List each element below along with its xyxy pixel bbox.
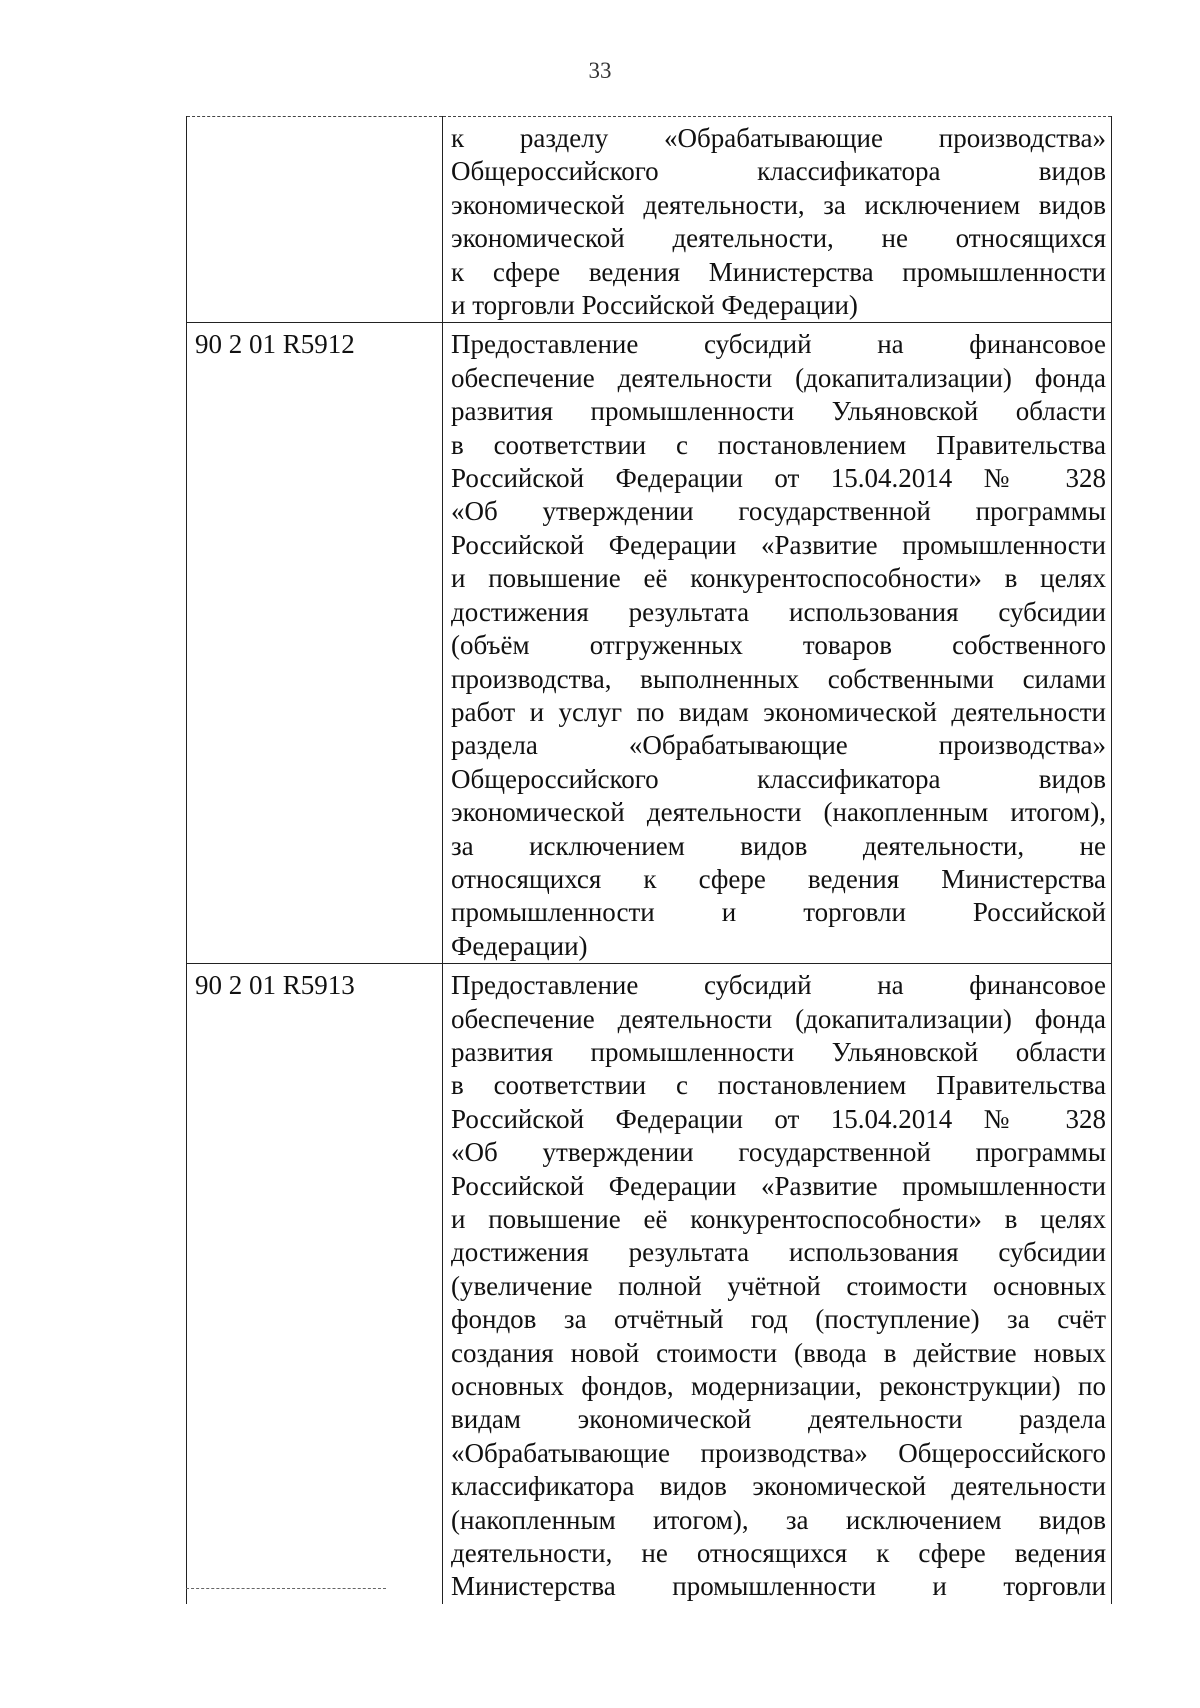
description-line: Российской Федерации от 15.04.2014 № 328: [451, 463, 1106, 494]
description-line: за исключением видов деятельности, не: [451, 830, 1106, 861]
table-row: [187, 117, 1112, 323]
description-line: экономической деятельности (накопленным итогом),: [451, 797, 1106, 828]
description-line: достижения результата использования субсидии: [451, 1237, 1106, 1268]
description-line: Общероссийского классификатора видов: [451, 156, 1106, 187]
description-line: «Обрабатывающие производства» Общероссийского: [451, 1437, 1106, 1468]
description-line: Общероссийского классификатора видов: [451, 763, 1106, 794]
description-cell: [443, 117, 1112, 323]
page-number: 33: [588, 58, 612, 83]
description-line: промышленности и торговли Российской: [451, 897, 1106, 928]
description-line: основных фондов, модернизации, реконструкции) по: [451, 1371, 1106, 1402]
description-line: развития промышленности Ульяновской области: [451, 396, 1106, 427]
description-line: производства, выполненных собственными силами: [451, 663, 1106, 694]
budget-classification-table: [186, 116, 1112, 1604]
table-row: [187, 964, 1112, 1604]
description-line: «Об утверждении государственной программы: [451, 1137, 1106, 1168]
description-line: достижения результата использования субсидии: [451, 596, 1106, 627]
description-line: деятельности, не относящихся к сфере ведения: [451, 1538, 1106, 1569]
description-line: Предоставление субсидий на финансовое: [451, 329, 1106, 360]
description-line: и повышение её конкурентоспособности» в целях: [451, 563, 1106, 594]
description-line: Российской Федерации от 15.04.2014 № 328: [451, 1103, 1106, 1134]
description-line: относящихся к сфере ведения Министерства: [451, 863, 1106, 894]
description-line: Российской Федерации «Развитие промышленности: [451, 1170, 1106, 1201]
description-line: «Об утверждении государственной программы: [451, 496, 1106, 527]
description-line: работ и услуг по видам экономической деятельности: [451, 696, 1106, 727]
description-line: к разделу «Обрабатывающие производства»: [451, 123, 1106, 153]
description-line: (увеличение полной учётной стоимости основных: [451, 1270, 1106, 1301]
code-cell: [187, 117, 443, 323]
description-line: видам экономической деятельности раздела: [451, 1404, 1106, 1435]
description-line: экономической деятельности, не относящихся: [451, 223, 1106, 254]
description-line: (объём отгруженных товаров собственного: [451, 630, 1106, 661]
description-line: в соответствии с постановлением Правительства: [451, 1070, 1106, 1101]
description-line: раздела «Обрабатывающие производства»: [451, 730, 1106, 761]
description-line: Российской Федерации «Развитие промышленности: [451, 529, 1106, 560]
description-line: и торговли Российской Федерации): [451, 290, 858, 321]
code-cell: 90 2 01 R5912: [187, 323, 443, 964]
description-line: и повышение её конкурентоспособности» в целях: [451, 1204, 1106, 1234]
description-line: обеспечение деятельности (докапитализации) фонда: [451, 362, 1106, 393]
description-line: (накопленным итогом), за исключением видов: [451, 1504, 1106, 1535]
description-line: создания новой стоимости (ввода в действие новых: [451, 1337, 1106, 1368]
description-cell: [443, 323, 1112, 964]
table-row: [187, 323, 1112, 964]
table-continuation-dash: [186, 1588, 386, 1589]
description-line: обеспечение деятельности (докапитализации) фонда: [451, 1003, 1106, 1034]
description-line: классификатора видов экономической деятельности: [451, 1471, 1106, 1502]
code-cell: 90 2 01 R5913: [187, 964, 443, 1604]
description-cell: [443, 964, 1112, 1604]
description-line: к сфере ведения Министерства промышленности: [451, 256, 1106, 287]
description-line: развития промышленности Ульяновской области: [451, 1036, 1106, 1067]
description-line: Министерства промышленности и торговли: [451, 1571, 1106, 1602]
description-line: в соответствии с постановлением Правительства: [451, 429, 1106, 460]
description-line: фондов за отчётный год (поступление) за счёт: [451, 1304, 1106, 1335]
description-line: Федерации): [451, 930, 588, 961]
description-line: экономической деятельности, за исключением видов: [451, 189, 1106, 220]
description-line: Предоставление субсидий на финансовое: [451, 970, 1106, 1001]
